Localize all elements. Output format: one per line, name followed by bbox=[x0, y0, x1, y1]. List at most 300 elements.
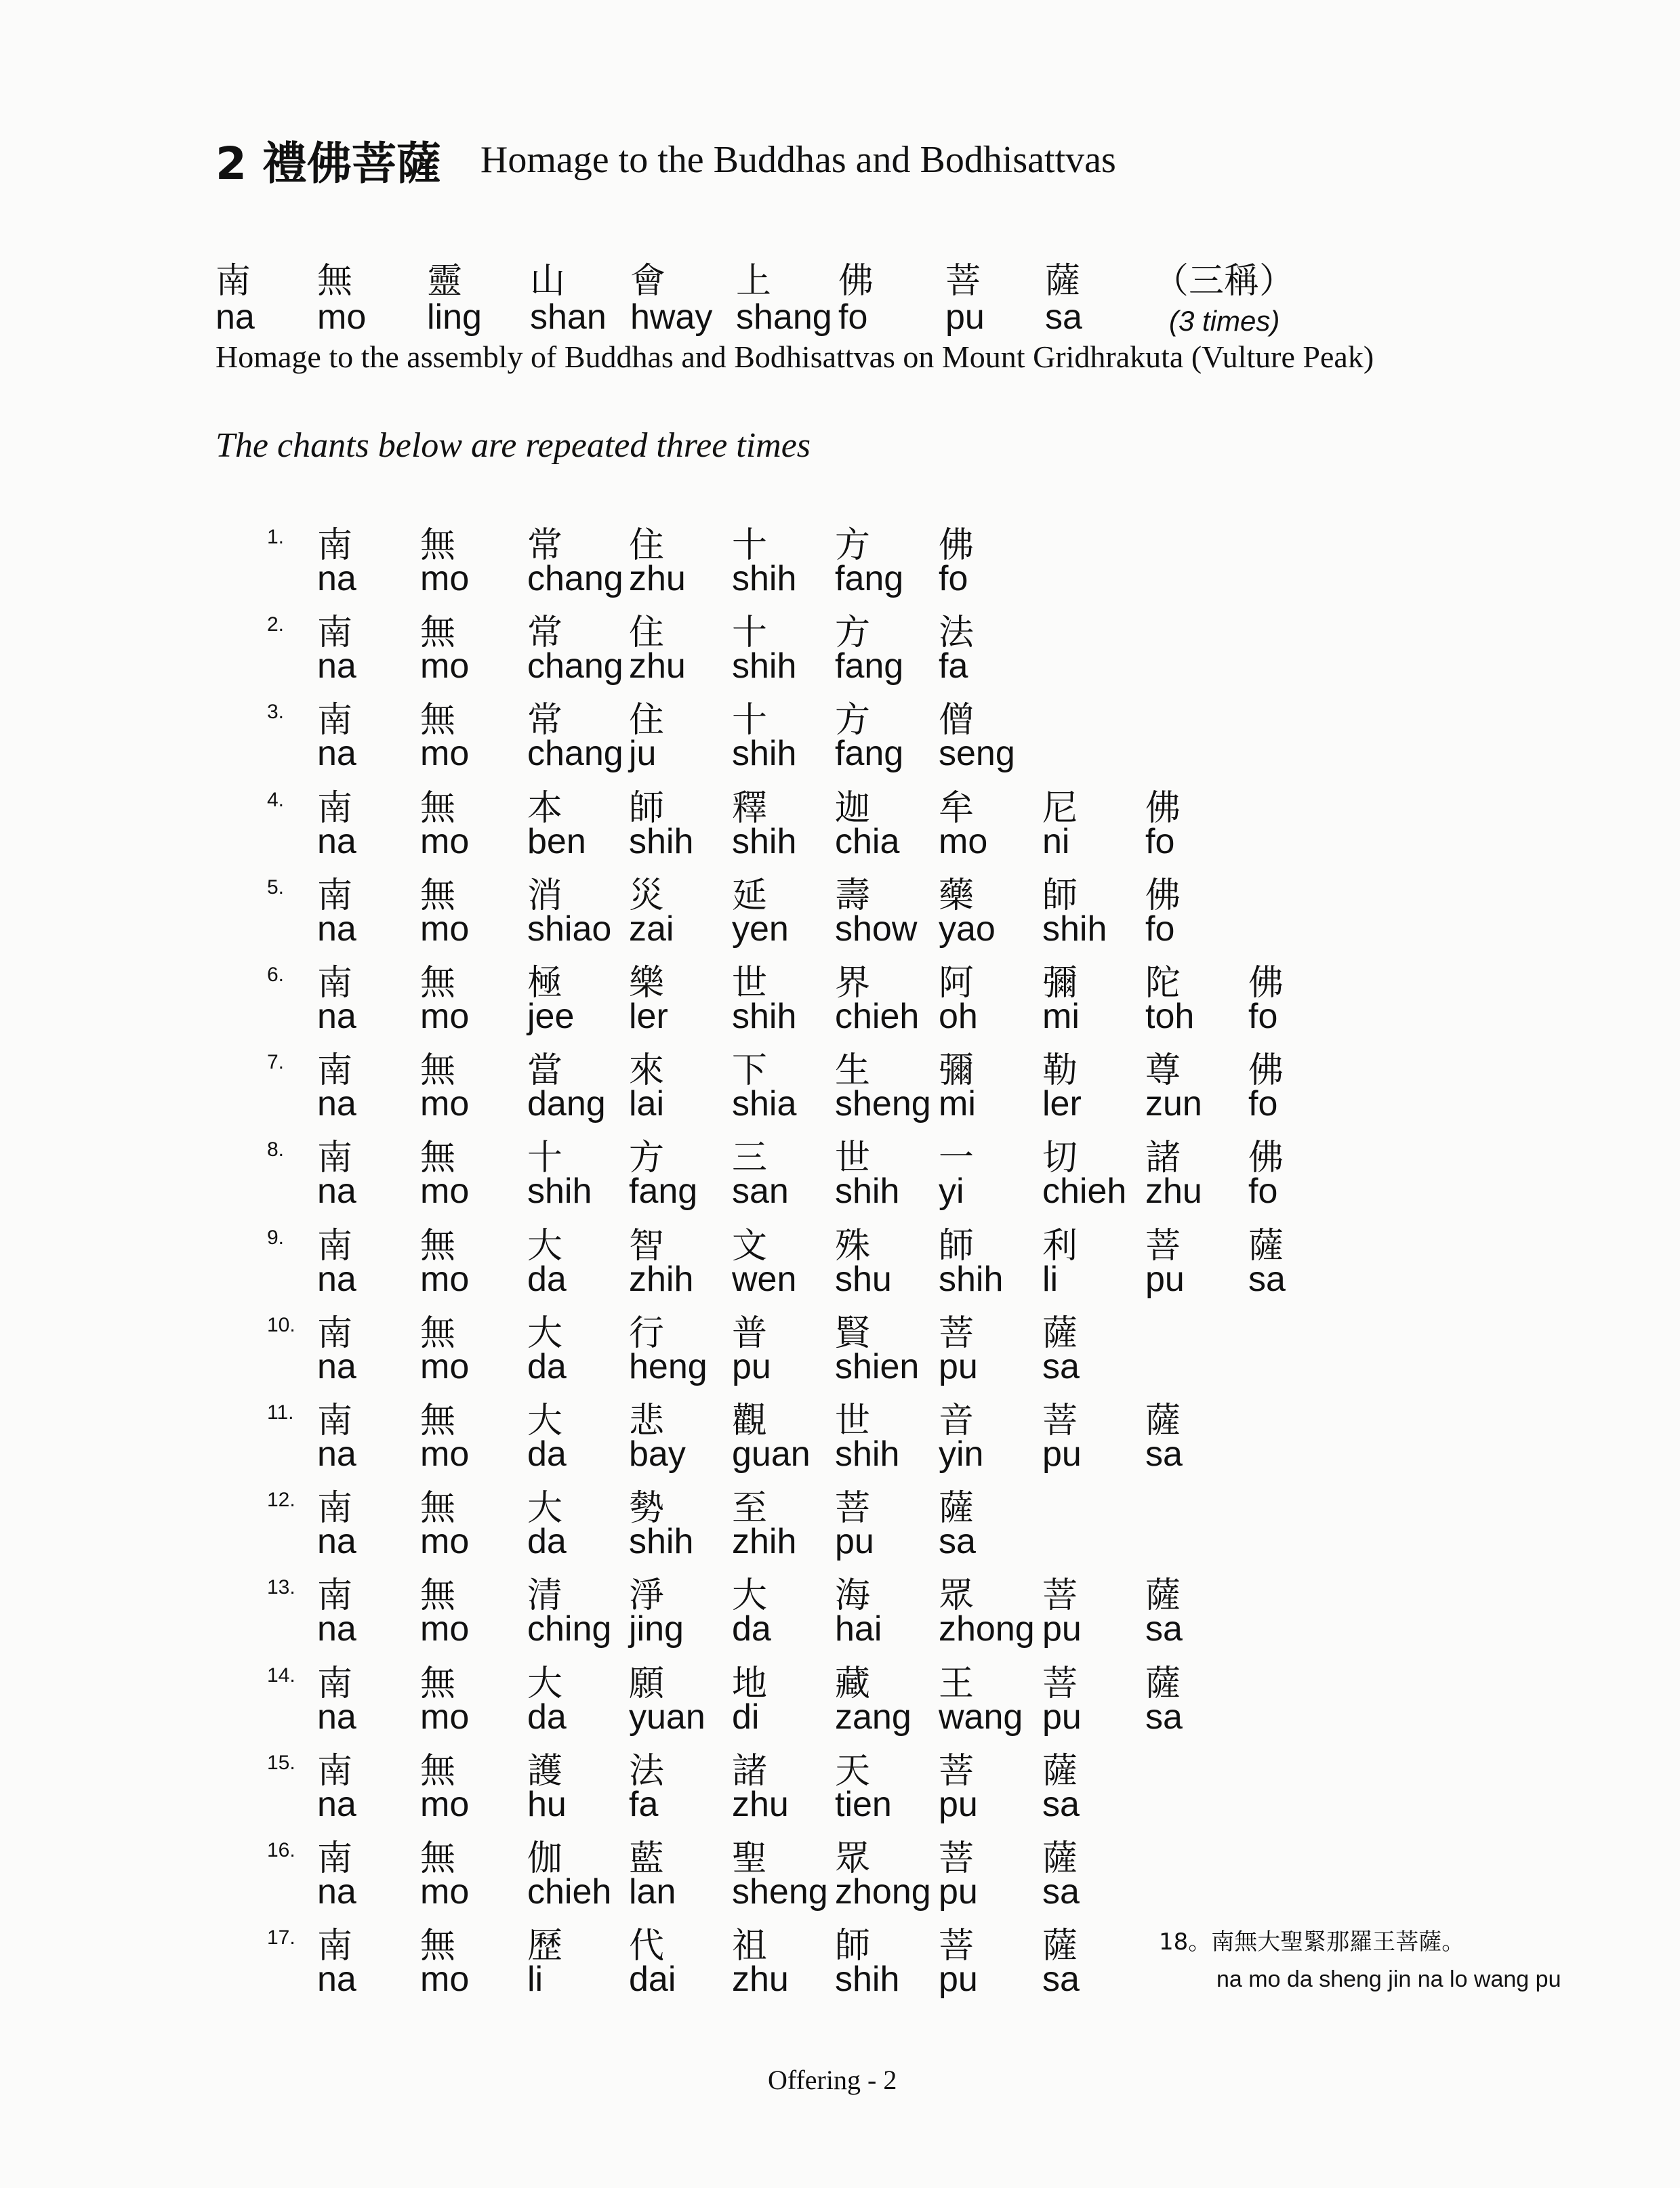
chant-chinese-char: 清 bbox=[527, 1575, 563, 1617]
chant-romanized-syllable: bay bbox=[629, 1434, 686, 1474]
chant-chinese-char: 菩 bbox=[1042, 1663, 1078, 1704]
chant-chinese-char: 地 bbox=[732, 1663, 768, 1704]
chant-romanized-syllable: li bbox=[1042, 1259, 1059, 1299]
chant-chinese-char: 壽 bbox=[835, 875, 871, 916]
opening-chinese-char: 南 bbox=[216, 261, 251, 302]
chant-chinese-char: 無 bbox=[420, 1050, 456, 1092]
chant-chinese-char: 師 bbox=[835, 1926, 871, 1967]
chant-chinese-char: 薩 bbox=[1145, 1575, 1181, 1617]
chant-chinese-char: 一 bbox=[939, 1138, 975, 1179]
chant-romanized-syllable: mo bbox=[420, 1084, 470, 1124]
chant-chinese-char: 南 bbox=[317, 700, 353, 741]
chant-chinese-char: 菩 bbox=[1042, 1401, 1078, 1441]
chant-romanized-syllable: pu bbox=[1042, 1434, 1082, 1474]
chant-romanized-syllable: da bbox=[527, 1434, 567, 1474]
chant-romanized-syllable: chieh bbox=[1042, 1172, 1127, 1212]
chant-chinese-char: 世 bbox=[835, 1401, 871, 1441]
chant-romanized-syllable: zhu bbox=[732, 1960, 789, 2000]
chant-chinese-char: 世 bbox=[835, 1138, 871, 1179]
chant-romanized-syllable: chang bbox=[527, 646, 623, 686]
chant-chinese-char: 殊 bbox=[835, 1225, 871, 1266]
chant-romanized-syllable: mo bbox=[420, 646, 470, 686]
repeat-note-english: (3 times) bbox=[1169, 305, 1280, 337]
chant-chinese-char: 無 bbox=[420, 963, 456, 1004]
opening-chinese-char: 會 bbox=[630, 261, 666, 302]
chant-chinese-char: 南 bbox=[317, 1313, 353, 1354]
chant-romanized-syllable: na bbox=[317, 734, 356, 774]
chant-romanized-syllable: san bbox=[732, 1172, 789, 1212]
chant-romanized-syllable: sa bbox=[1145, 1697, 1183, 1737]
chant-romanized-syllable: dai bbox=[629, 1960, 676, 2000]
chant-chinese-char: 迦 bbox=[835, 787, 871, 829]
chant-number: 8. bbox=[267, 1138, 285, 1161]
chant-romanized-syllable: shien bbox=[835, 1346, 920, 1386]
chant-romanized-syllable: mo bbox=[420, 1784, 470, 1824]
chant-chinese-char: 菩 bbox=[1145, 1225, 1181, 1266]
chant-chinese-char: 師 bbox=[1042, 875, 1078, 916]
chant-romanized-syllable: pu bbox=[1042, 1609, 1082, 1649]
chant-chinese-char: 薩 bbox=[939, 1488, 975, 1529]
chant-romanized-syllable: fang bbox=[835, 646, 904, 686]
chant-chinese-char: 尊 bbox=[1145, 1050, 1181, 1092]
chant-chinese-char: 陀 bbox=[1145, 963, 1181, 1004]
chant-romanized-syllable: shih bbox=[629, 821, 694, 861]
section-number: 2 bbox=[216, 138, 247, 190]
chant-chinese-char: 賢 bbox=[835, 1313, 871, 1354]
chant-romanized-syllable: na bbox=[317, 909, 356, 949]
chant-chinese-char: 薩 bbox=[1042, 1313, 1078, 1354]
page-footer: Offering - 2 bbox=[768, 2065, 897, 2095]
chant-chinese-char: 伽 bbox=[527, 1838, 563, 1879]
chant-chinese-char: 護 bbox=[527, 1750, 563, 1792]
chant-chinese-char: 消 bbox=[527, 875, 563, 916]
chant-romanized-syllable: zun bbox=[1145, 1084, 1202, 1124]
chant-romanized-syllable: zang bbox=[835, 1697, 911, 1737]
chant-chinese-char: 南 bbox=[317, 787, 353, 829]
chant-chinese-char: 薩 bbox=[1248, 1225, 1284, 1266]
chant-chinese-char: 普 bbox=[732, 1313, 768, 1354]
chant-romanized-syllable: fo bbox=[939, 559, 968, 598]
chant-romanized-syllable: ju bbox=[629, 734, 657, 774]
chant-romanized-syllable: chieh bbox=[527, 1872, 612, 1912]
chant-chinese-char: 藥 bbox=[939, 875, 975, 916]
chant-chinese-char: 利 bbox=[1042, 1225, 1078, 1266]
chant-chinese-char: 菩 bbox=[1042, 1575, 1078, 1617]
chant-romanized-syllable: dang bbox=[527, 1084, 606, 1124]
chant-number: 1. bbox=[267, 526, 285, 548]
chant-number: 2. bbox=[267, 613, 285, 636]
chant-chinese-char: 天 bbox=[835, 1750, 871, 1792]
chant-romanized-syllable: pu bbox=[939, 1784, 978, 1824]
chant-chinese-char: 諸 bbox=[1145, 1138, 1181, 1179]
chant-chinese-char: 諸 bbox=[732, 1750, 768, 1792]
chant-chinese-char: 佛 bbox=[1145, 875, 1181, 916]
chant-romanized-syllable: shih bbox=[835, 1434, 900, 1474]
chant-chinese-char: 南 bbox=[317, 1750, 353, 1792]
chant-romanized-syllable: mo bbox=[420, 1434, 470, 1474]
opening-chinese-char: 佛 bbox=[838, 261, 874, 302]
chant-chinese-char: 延 bbox=[732, 875, 768, 916]
chant-chinese-char: 災 bbox=[629, 875, 665, 916]
chant-romanized-syllable: na bbox=[317, 1960, 356, 2000]
chant-chinese-char: 常 bbox=[527, 613, 563, 654]
chant-romanized-syllable: zhih bbox=[732, 1522, 797, 1562]
chant-romanized-syllable: sa bbox=[939, 1522, 976, 1562]
opening-romanized-syllable: ling bbox=[427, 297, 482, 337]
chant-romanized-syllable: fo bbox=[1145, 909, 1175, 949]
chant-romanized-syllable: pu bbox=[732, 1346, 771, 1386]
chant-chinese-char: 菩 bbox=[939, 1313, 975, 1354]
chant-romanized-syllable: yao bbox=[939, 909, 996, 949]
chant-romanized-syllable: ni bbox=[1042, 821, 1070, 861]
chant-romanized-syllable: fo bbox=[1248, 997, 1278, 1036]
chant-chinese-char: 眾 bbox=[939, 1575, 975, 1617]
chant-chinese-char: 佛 bbox=[1248, 1138, 1284, 1179]
chant-romanized-syllable: sa bbox=[1145, 1434, 1183, 1474]
chant-romanized-syllable: sa bbox=[1042, 1346, 1080, 1386]
chant-chinese-char: 無 bbox=[420, 787, 456, 829]
chant-romanized-syllable: na bbox=[317, 1434, 356, 1474]
chant-romanized-syllable: zhu bbox=[732, 1784, 789, 1824]
chant-18-chinese: 18。南無大聖緊那羅王菩薩。 bbox=[1159, 1928, 1465, 1956]
chant-chinese-char: 大 bbox=[527, 1313, 563, 1354]
chant-romanized-syllable: ler bbox=[1042, 1084, 1082, 1124]
chant-chinese-char: 行 bbox=[629, 1313, 665, 1354]
chant-romanized-syllable: mi bbox=[939, 1084, 976, 1124]
chant-chinese-char: 常 bbox=[527, 700, 563, 741]
chant-chinese-char: 海 bbox=[835, 1575, 871, 1617]
chant-romanized-syllable: na bbox=[317, 1522, 356, 1562]
chant-chinese-char: 無 bbox=[420, 1750, 456, 1792]
chant-romanized-syllable: mo bbox=[939, 821, 988, 861]
chant-romanized-syllable: ler bbox=[629, 997, 668, 1036]
chant-romanized-syllable: na bbox=[317, 1259, 356, 1299]
chant-romanized-syllable: shia bbox=[732, 1084, 797, 1124]
chant-romanized-syllable: mo bbox=[420, 1697, 470, 1737]
chant-number: 14. bbox=[267, 1664, 295, 1687]
chant-chinese-char: 無 bbox=[420, 1663, 456, 1704]
chant-romanized-syllable: zhu bbox=[629, 646, 686, 686]
chant-chinese-char: 僧 bbox=[939, 700, 975, 741]
chant-romanized-syllable: mo bbox=[420, 734, 470, 774]
chant-chinese-char: 法 bbox=[629, 1750, 665, 1792]
chant-chinese-char: 薩 bbox=[1145, 1401, 1181, 1441]
chant-chinese-char: 無 bbox=[420, 700, 456, 741]
chant-chinese-char: 南 bbox=[317, 1050, 353, 1092]
chant-romanized-syllable: mo bbox=[420, 1872, 470, 1912]
opening-chinese-char: 無 bbox=[317, 261, 353, 302]
chant-romanized-syllable: pu bbox=[835, 1522, 874, 1562]
chant-chinese-char: 切 bbox=[1042, 1138, 1078, 1179]
chant-romanized-syllable: sa bbox=[1042, 1872, 1080, 1912]
chant-number: 11. bbox=[267, 1401, 294, 1424]
chant-chinese-char: 南 bbox=[317, 1401, 353, 1441]
chant-chinese-char: 佛 bbox=[1248, 1050, 1284, 1092]
chant-romanized-syllable: fo bbox=[1145, 821, 1175, 861]
chant-romanized-syllable: di bbox=[732, 1697, 760, 1737]
chant-romanized-syllable: na bbox=[317, 646, 356, 686]
chant-romanized-syllable: shih bbox=[939, 1259, 1004, 1299]
chant-chinese-char: 無 bbox=[420, 875, 456, 916]
chant-romanized-syllable: shih bbox=[732, 997, 797, 1036]
chant-romanized-syllable: tien bbox=[835, 1784, 892, 1824]
chant-chinese-char: 南 bbox=[317, 963, 353, 1004]
chant-romanized-syllable: li bbox=[527, 1960, 544, 2000]
chant-romanized-syllable: zhu bbox=[629, 559, 686, 598]
opening-romanized-syllable: pu bbox=[945, 297, 985, 337]
chant-romanized-syllable: na bbox=[317, 997, 356, 1036]
opening-chinese-char: 上 bbox=[736, 261, 772, 302]
chant-romanized-syllable: zhih bbox=[629, 1259, 694, 1299]
chant-chinese-char: 無 bbox=[420, 1838, 456, 1879]
chant-number: 12. bbox=[267, 1489, 295, 1512]
chant-chinese-char: 釋 bbox=[732, 787, 768, 829]
chant-number: 9. bbox=[267, 1226, 285, 1249]
chant-chinese-char: 勢 bbox=[629, 1488, 665, 1529]
chant-chinese-char: 藏 bbox=[835, 1663, 871, 1704]
opening-translation: Homage to the assembly of Buddhas and Bodhisattvas on Mount Gridhrakuta (Vulture Peak) bbox=[216, 339, 1374, 374]
chant-chinese-char: 尼 bbox=[1042, 787, 1078, 829]
chant-chinese-char: 佛 bbox=[939, 525, 975, 566]
opening-romanized-syllable: shan bbox=[530, 297, 607, 337]
chant-chinese-char: 聖 bbox=[732, 1838, 768, 1879]
chant-chinese-char: 方 bbox=[835, 700, 871, 741]
chant-romanized-syllable: guan bbox=[732, 1434, 811, 1474]
chant-romanized-syllable: na bbox=[317, 1872, 356, 1912]
chant-romanized-syllable: da bbox=[527, 1522, 567, 1562]
chant-chinese-char: 歷 bbox=[527, 1926, 563, 1967]
chant-romanized-syllable: shih bbox=[732, 734, 797, 774]
chant-number: 10. bbox=[267, 1313, 295, 1336]
chant-romanized-syllable: pu bbox=[939, 1872, 978, 1912]
chant-chinese-char: 薩 bbox=[1042, 1750, 1078, 1792]
chant-romanized-syllable: lan bbox=[629, 1872, 676, 1912]
chant-romanized-syllable: mo bbox=[420, 1172, 470, 1212]
chant-romanized-syllable: pu bbox=[1042, 1697, 1082, 1737]
chant-romanized-syllable: na bbox=[317, 1172, 356, 1212]
chant-chinese-char: 南 bbox=[317, 525, 353, 566]
chant-chinese-char: 南 bbox=[317, 1488, 353, 1529]
chant-number: 7. bbox=[267, 1051, 285, 1074]
chant-romanized-syllable: sheng bbox=[835, 1084, 931, 1124]
chant-chinese-char: 願 bbox=[629, 1663, 665, 1704]
chant-romanized-syllable: da bbox=[527, 1259, 567, 1299]
chant-chinese-char: 觀 bbox=[732, 1401, 768, 1441]
title-english: Homage to the Buddhas and Bodhisattvas bbox=[480, 138, 1116, 181]
chant-romanized-syllable: fang bbox=[835, 734, 904, 774]
chant-romanized-syllable: ching bbox=[527, 1609, 612, 1649]
chant-romanized-syllable: shih bbox=[732, 559, 797, 598]
chant-chinese-char: 住 bbox=[629, 613, 665, 654]
chant-romanized-syllable: zai bbox=[629, 909, 674, 949]
chant-romanized-syllable: lai bbox=[629, 1084, 665, 1124]
instructions: The chants below are repeated three times bbox=[216, 426, 811, 465]
opening-romanized-syllable: sa bbox=[1045, 297, 1082, 337]
chant-chinese-char: 住 bbox=[629, 525, 665, 566]
chant-number: 5. bbox=[267, 875, 285, 899]
chant-romanized-syllable: fang bbox=[629, 1172, 698, 1212]
chant-chinese-char: 南 bbox=[317, 1926, 353, 1967]
chant-romanized-syllable: fo bbox=[1248, 1172, 1278, 1212]
chant-chinese-char: 下 bbox=[732, 1050, 768, 1092]
chant-chinese-char: 祖 bbox=[732, 1926, 768, 1967]
chant-chinese-char: 樂 bbox=[629, 963, 665, 1004]
opening-romanized-syllable: fo bbox=[838, 297, 868, 337]
chant-chinese-char: 無 bbox=[420, 1488, 456, 1529]
chant-chinese-char: 菩 bbox=[939, 1838, 975, 1879]
chant-romanized-syllable: zhong bbox=[939, 1609, 1035, 1649]
chant-chinese-char: 方 bbox=[835, 613, 871, 654]
chant-chinese-char: 淨 bbox=[629, 1575, 665, 1617]
chant-chinese-char: 菩 bbox=[835, 1488, 871, 1529]
chant-romanized-syllable: yin bbox=[939, 1434, 984, 1474]
chant-romanized-syllable: yi bbox=[939, 1172, 964, 1212]
chant-romanized-syllable: wang bbox=[939, 1697, 1023, 1737]
chant-chinese-char: 悲 bbox=[629, 1401, 665, 1441]
chant-romanized-syllable: mi bbox=[1042, 997, 1080, 1036]
chant-chinese-char: 音 bbox=[939, 1401, 975, 1441]
chant-number: 13. bbox=[267, 1576, 295, 1599]
chant-number: 3. bbox=[267, 701, 285, 724]
opening-romanized-syllable: hway bbox=[630, 297, 713, 337]
chant-romanized-syllable: fa bbox=[939, 646, 968, 686]
chant-romanized-syllable: shih bbox=[732, 646, 797, 686]
chant-chinese-char: 薩 bbox=[1042, 1926, 1078, 1967]
chant-romanized-syllable: jee bbox=[527, 997, 575, 1036]
opening-romanized-syllable: shang bbox=[736, 297, 832, 337]
chant-chinese-char: 方 bbox=[629, 1138, 665, 1179]
chant-chinese-char: 無 bbox=[420, 1575, 456, 1617]
chant-chinese-char: 牟 bbox=[939, 787, 975, 829]
chant-chinese-char: 十 bbox=[732, 613, 768, 654]
chant-romanized-syllable: hai bbox=[835, 1609, 882, 1649]
chant-chinese-char: 無 bbox=[420, 1926, 456, 1967]
chant-romanized-syllable: sa bbox=[1145, 1609, 1183, 1649]
chant-chinese-char: 阿 bbox=[939, 963, 975, 1004]
chant-chinese-char: 十 bbox=[732, 700, 768, 741]
chant-number: 17. bbox=[267, 1926, 295, 1949]
repeat-note-chinese: （三稱） bbox=[1153, 261, 1295, 302]
chant-romanized-syllable: sheng bbox=[732, 1872, 828, 1912]
chant-chinese-char: 藍 bbox=[629, 1838, 665, 1879]
chant-chinese-char: 十 bbox=[527, 1138, 563, 1179]
chant-romanized-syllable: yuan bbox=[629, 1697, 705, 1737]
chant-chinese-char: 南 bbox=[317, 613, 353, 654]
chant-romanized-syllable: na bbox=[317, 1084, 356, 1124]
chant-romanized-syllable: shih bbox=[1042, 909, 1107, 949]
chant-chinese-char: 薩 bbox=[1042, 1838, 1078, 1879]
chant-chinese-char: 南 bbox=[317, 875, 353, 916]
chant-romanized-syllable: chang bbox=[527, 559, 623, 598]
chant-romanized-syllable: jing bbox=[629, 1609, 684, 1649]
chant-chinese-char: 南 bbox=[317, 1225, 353, 1266]
chant-chinese-char: 大 bbox=[732, 1575, 768, 1617]
chant-romanized-syllable: heng bbox=[629, 1346, 708, 1386]
chant-romanized-syllable: mo bbox=[420, 559, 470, 598]
chant-number: 6. bbox=[267, 964, 285, 986]
chant-romanized-syllable: chang bbox=[527, 734, 623, 774]
chant-romanized-syllable: fo bbox=[1248, 1084, 1278, 1124]
chant-romanized-syllable: na bbox=[317, 1784, 356, 1824]
chant-romanized-syllable: shih bbox=[527, 1172, 592, 1212]
chant-chinese-char: 佛 bbox=[1145, 787, 1181, 829]
chant-romanized-syllable: mo bbox=[420, 997, 470, 1036]
chant-romanized-syllable: shih bbox=[835, 1960, 900, 2000]
chant-romanized-syllable: mo bbox=[420, 1346, 470, 1386]
opening-chinese-char: 薩 bbox=[1045, 261, 1081, 302]
chant-romanized-syllable: ben bbox=[527, 821, 586, 861]
chant-chinese-char: 方 bbox=[835, 525, 871, 566]
chant-romanized-syllable: shih bbox=[629, 1522, 694, 1562]
chant-chinese-char: 菩 bbox=[939, 1926, 975, 1967]
chant-chinese-char: 勒 bbox=[1042, 1050, 1078, 1092]
chant-romanized-syllable: na bbox=[317, 1346, 356, 1386]
chant-chinese-char: 代 bbox=[629, 1926, 665, 1967]
chant-romanized-syllable: pu bbox=[939, 1346, 978, 1386]
chant-chinese-char: 智 bbox=[629, 1225, 665, 1266]
chant-chinese-char: 師 bbox=[629, 787, 665, 829]
chant-romanized-syllable: zhong bbox=[835, 1872, 931, 1912]
chant-chinese-char: 大 bbox=[527, 1401, 563, 1441]
chant-chinese-char: 王 bbox=[939, 1663, 975, 1704]
chant-romanized-syllable: na bbox=[317, 821, 356, 861]
chant-chinese-char: 無 bbox=[420, 613, 456, 654]
chant-chinese-char: 本 bbox=[527, 787, 563, 829]
chant-romanized-syllable: shu bbox=[835, 1259, 892, 1299]
chant-romanized-syllable: zhu bbox=[1145, 1172, 1202, 1212]
chant-romanized-syllable: toh bbox=[1145, 997, 1195, 1036]
chant-chinese-char: 南 bbox=[317, 1838, 353, 1879]
chant-chinese-char: 大 bbox=[527, 1225, 563, 1266]
title-chinese: 禮佛菩薩 bbox=[262, 138, 441, 190]
chant-romanized-syllable: oh bbox=[939, 997, 978, 1036]
chant-chinese-char: 世 bbox=[732, 963, 768, 1004]
chant-chinese-char: 至 bbox=[732, 1488, 768, 1529]
chant-romanized-syllable: mo bbox=[420, 909, 470, 949]
chant-chinese-char: 佛 bbox=[1248, 963, 1284, 1004]
chant-chinese-char: 當 bbox=[527, 1050, 563, 1092]
chant-chinese-char: 大 bbox=[527, 1488, 563, 1529]
chant-romanized-syllable: da bbox=[527, 1697, 567, 1737]
chant-romanized-syllable: sa bbox=[1042, 1960, 1080, 2000]
chant-chinese-char: 南 bbox=[317, 1663, 353, 1704]
chant-romanized-syllable: pu bbox=[939, 1960, 978, 2000]
chant-romanized-syllable: mo bbox=[420, 821, 470, 861]
opening-chinese-char: 山 bbox=[530, 261, 566, 302]
chant-romanized-syllable: shiao bbox=[527, 909, 612, 949]
chant-number: 15. bbox=[267, 1751, 295, 1774]
chant-chinese-char: 無 bbox=[420, 525, 456, 566]
chant-romanized-syllable: da bbox=[732, 1609, 771, 1649]
chant-chinese-char: 彌 bbox=[1042, 963, 1078, 1004]
chant-chinese-char: 來 bbox=[629, 1050, 665, 1092]
opening-romanized-syllable: na bbox=[216, 297, 255, 337]
chant-chinese-char: 生 bbox=[835, 1050, 871, 1092]
chant-chinese-char: 極 bbox=[527, 963, 563, 1004]
chant-romanized-syllable: fang bbox=[835, 559, 904, 598]
opening-romanized-syllable: mo bbox=[317, 297, 367, 337]
chant-chinese-char: 師 bbox=[939, 1225, 975, 1266]
chant-romanized-syllable: sa bbox=[1248, 1259, 1286, 1299]
chant-romanized-syllable: pu bbox=[1145, 1259, 1185, 1299]
chant-chinese-char: 彌 bbox=[939, 1050, 975, 1092]
chant-romanized-syllable: seng bbox=[939, 734, 1015, 774]
chant-romanized-syllable: shih bbox=[732, 821, 797, 861]
chant-romanized-syllable: chieh bbox=[835, 997, 920, 1036]
chant-romanized-syllable: sa bbox=[1042, 1784, 1080, 1824]
chant-romanized-syllable: mo bbox=[420, 1609, 470, 1649]
chant-chinese-char: 菩 bbox=[939, 1750, 975, 1792]
